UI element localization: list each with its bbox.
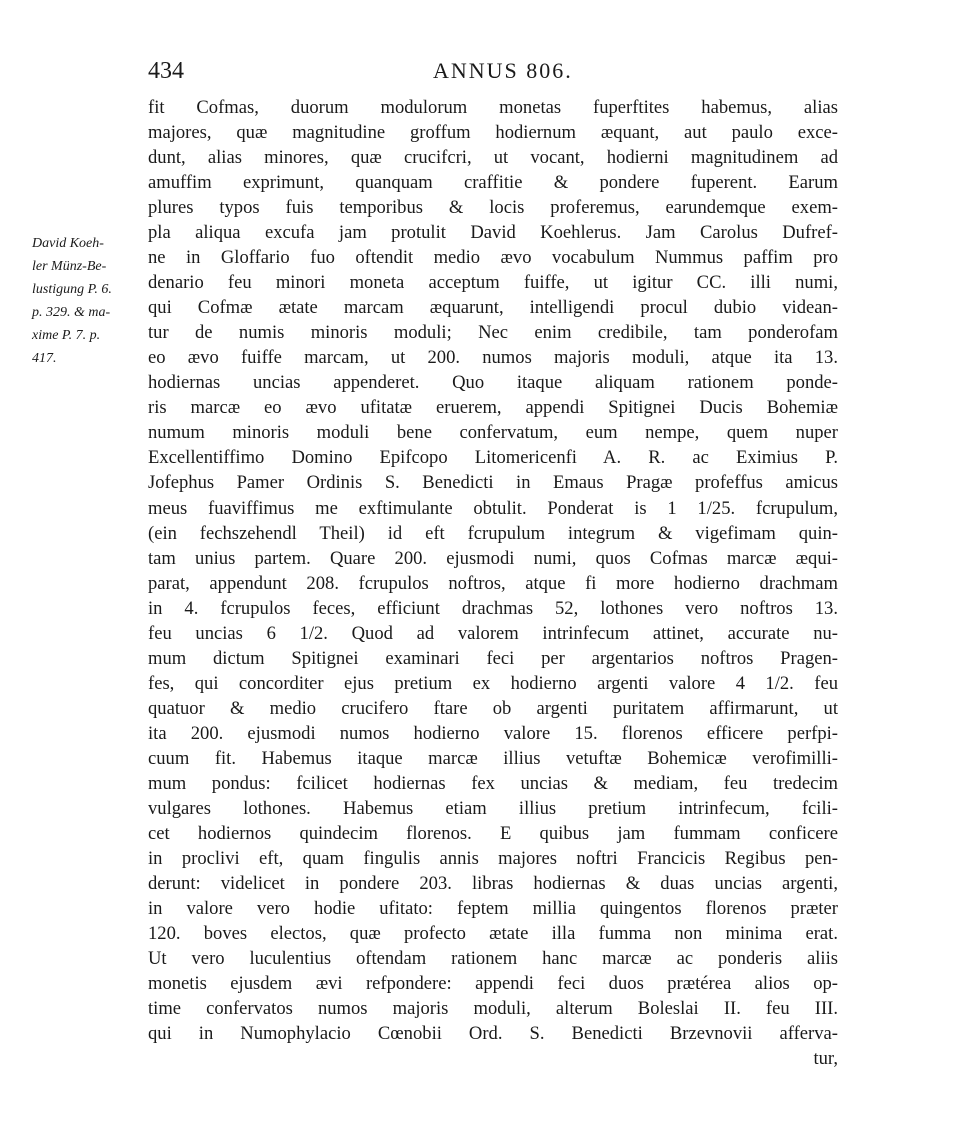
text-line: qui Cofmæ ætate marcam æquarunt, intelligendi procul dubio videan- (148, 297, 838, 319)
page-number: 434 (148, 58, 184, 84)
text-line: numum minoris moduli bene confervatum, eum nempe, quem nuper (148, 422, 838, 444)
text-line: derunt: videlicet in pondere 203. libras hodiernas & duas uncias argenti, (148, 872, 838, 894)
text-line: time confervatos numos majoris moduli, alterum Boleslai II. feu III. (148, 998, 838, 1020)
text-line: tam unius partem. Quare 200. ejusmodi numi, quos Cofmas marcæ æqui- (148, 547, 838, 569)
text-line: plures typos fuis temporibus & locis proferemus, earundemque exem- (148, 197, 838, 219)
text-line: cet hodiernos quindecim florenos. E quibus jam fummam conficere (148, 822, 838, 844)
text-line: tur, (813, 1048, 838, 1070)
margin-note-line: xime P. 7. p. (32, 328, 101, 343)
text-line: fit Cofmas, duorum modulorum monetas fuperftites habemus, alias (148, 97, 838, 118)
body-text (148, 95, 838, 1071)
text-line: qui in Numophylacio Cœnobii Ord. S. Benedicti Brzevnovii afferva- (148, 1023, 838, 1045)
text-line: pla aliqua excufa jam protulit David Koehlerus. Jam Carolus Dufref- (148, 222, 838, 244)
margin-note-line: ler Münz-Be- (32, 259, 107, 274)
margin-note-line: p. 329. & ma- (32, 305, 111, 320)
text-line: in proclivi eft, quam fingulis annis majores noftri Francicis Regibus pen- (148, 847, 838, 869)
text-line: denario feu minori moneta acceptum fuiffe, ut igitur CC. illi numi, (148, 272, 838, 294)
text-line: (ein fechszehendl Theil) id eft fcrupulum integrum & vigefimam quin- (148, 522, 838, 544)
text-line: mum pondus: fcilicet hodiernas fex uncias & mediam, feu tredecim (148, 772, 838, 794)
text-line: dunt, alias minores, quæ crucifcri, ut vocant, hodierni magnitudinem ad (148, 147, 838, 169)
text-line: feu uncias 6 1/2. Quod ad valorem intrinfecum attinet, accurate nu- (148, 622, 838, 644)
text-line: Excellentiffimo Domino Epifcopo Litomericenfi A. R. ac Eximius P. (148, 447, 838, 469)
text-line: monetis ejusdem ævi refpondere: appendi feci duos prætérea alios op- (148, 973, 838, 995)
text-line: in valore vero hodie ufitato: feptem millia quingentos florenos præter (148, 898, 838, 919)
text-line: majores, quæ magnitudine groffum hodiernum æquant, aut paulo exce- (148, 122, 838, 144)
running-title: ANNUS 806. (433, 58, 573, 83)
text-line: quatuor & medio crucifero ftare ob argenti puritatem affirmarunt, ut (148, 697, 838, 719)
text-line: mum dictum Spitignei examinari feci per argentarios noftros Pragen- (148, 647, 838, 669)
text-line: vulgares lothones. Habemus etiam illius pretium intrinfecum, fcili- (148, 797, 838, 819)
text-line: 120. boves electos, quæ profecto ætate illa fumma non minima erat. (148, 923, 838, 945)
text-line: Ut vero luculentius oftendam rationem hanc marcæ ac ponderis aliis (148, 948, 838, 970)
text-line: hodiernas uncias appenderet. Quo itaque aliquam rationem ponde- (148, 372, 838, 394)
margin-note (32, 232, 150, 370)
margin-note-line: 417. (32, 351, 57, 366)
text-line: Jofephus Pamer Ordinis S. Benedicti in Emaus Pragæ profeffus amicus (148, 472, 838, 494)
margin-note-line: David Koeh- (32, 236, 104, 251)
text-line: ne in Gloffario fuo oftendit medio ævo vocabulum Nummus paffim pro (148, 247, 838, 269)
text-line: amuffim exprimunt, quanquam craffitie & pondere fuperent. Earum (148, 172, 838, 194)
text-line: tur de numis minoris moduli; Nec enim credibile, tam ponderofam (148, 322, 838, 344)
running-head (148, 58, 848, 94)
text-line: cuum fit. Habemus itaque marcæ illius vetuftæ Bohemicæ verofimilli- (148, 747, 838, 769)
text-line: ita 200. ejusmodi numos hodierno valore 15. florenos efficere perfpi- (148, 722, 838, 744)
margin-note-line: lustigung P. 6. (32, 282, 112, 297)
text-line: in 4. fcrupulos feces, efficiunt drachmas 52, lothones vero noftros 13. (148, 597, 838, 619)
text-line: eo ævo fuiffe marcam, ut 200. numos majoris moduli, atque ita 13. (148, 347, 838, 369)
text-line: ris marcæ eo ævo ufitatæ eruerem, appendi Spitignei Ducis Bohemiæ (148, 397, 838, 419)
text-line: meus fuaviffimus me exftimulante obtulit. Ponderat is 1 1/25. fcrupulum, (148, 497, 838, 519)
text-line: fes, qui concorditer ejus pretium ex hodierno argenti valore 4 1/2. feu (148, 672, 838, 694)
text-line: parat, appendunt 208. fcrupulos noftros, atque fi more hodierno drachmam (148, 572, 838, 594)
